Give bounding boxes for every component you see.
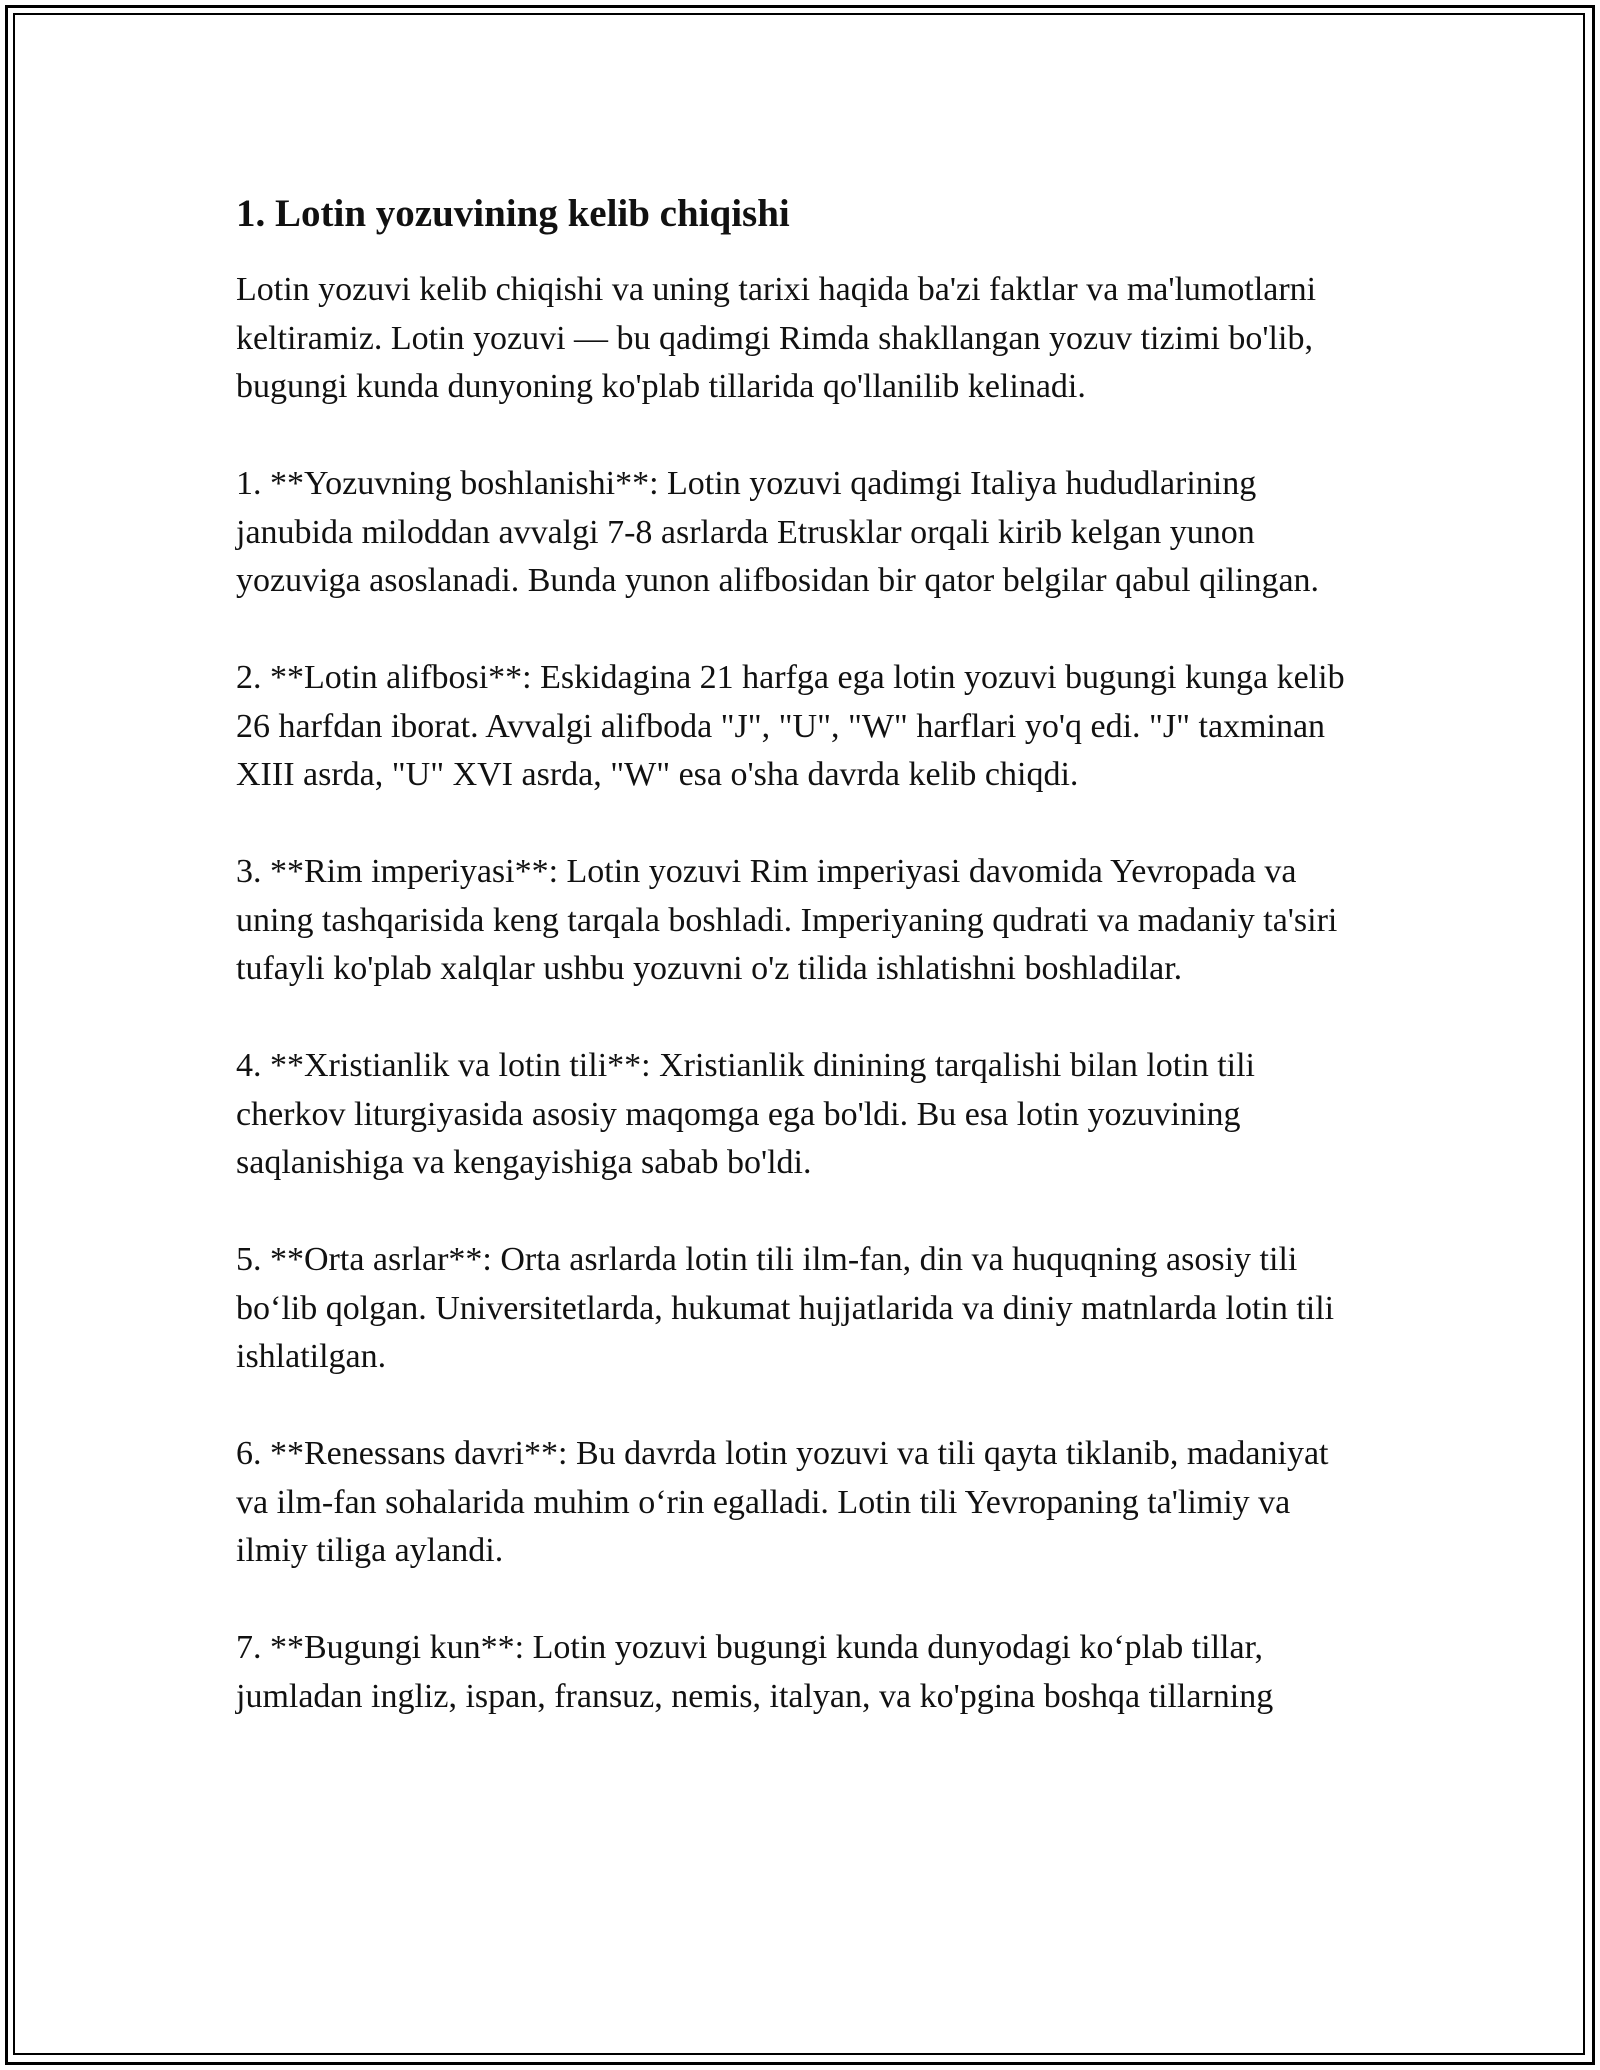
paragraph-latin-alphabet: 2. **Lotin alifbosi**: Eskidagina 21 harfga ega lotin yozuvi bugungi kunga kelib 26 harfdan iborat. Avvalgi alifboda "J", "U", "W" harflari yo'q edi. "J" taxminan XIII asrda, "U" XVI asrda, "W" esa o'sha davrda kelib chiqdi. (236, 659, 1345, 793)
paragraph-middle-ages: 5. **Orta asrlar**: Orta asrlarda lotin tili ilm-fan, din va huquqning asosiy tili bo‘lib qolgan. Universitetlarda, hukumat hujjatlarida va diniy matnlarda lotin tili ishlatilgan. (236, 1241, 1335, 1375)
paragraph-writing-origins: 1. **Yozuvning boshlanishi**: Lotin yozuvi qadimgi Italiya hududlarining janubida miloddan avvalgi 7-8 asrlarda Etrusklar orqali kirib kelgan yunon yozuviga asoslanadi. Bunda yunon alifbosidan bir qator belgilar qabul qilingan. (236, 465, 1320, 599)
paragraph-today: 7. **Bugungi kun**: Lotin yozuvi bugungi kunda dunyodagi ko‘plab tillar, jumladan ingliz, ispan, fransuz, nemis, italyan, va ko'pgina boshqa tillarning (236, 1629, 1274, 1715)
paragraph-christianity: 4. **Xristianlik va lotin tili**: Xristianlik dinining tarqalishi bilan lotin tili cherkov liturgiyasida asosiy maqomga ega bo'ldi. Bu esa lotin yozuvining saqlanishiga va kengayishiga sabab bo'ldi. (236, 1047, 1255, 1181)
document-title: 1. Lotin yozuvining kelib chiqishi (236, 192, 790, 235)
paragraph-roman-empire: 3. **Rim imperiyasi**: Lotin yozuvi Rim imperiyasi davomida Yevropada va uning tashqarisida keng tarqala boshladi. Imperiyaning qudrati va madaniy ta'siri tufayli ko'plab xalqlar ushbu yozuvni o'z tilida ishlatishni boshladilar. (236, 853, 1338, 987)
intro-paragraph: Lotin yozuvi kelib chiqishi va uning tarixi haqida ba'zi faktlar va ma'lumotlarni keltiramiz. Lotin yozuvi — bu qadimgi Rimda shakllangan yozuv tizimi bo'lib, bugungi kunda dunyoning ko'plab tillarida qo'llanilib kelinadi. (236, 271, 1317, 405)
paragraph-renaissance: 6. **Renessans davri**: Bu davrda lotin yozuvi va tili qayta tiklanib, madaniyat va ilm-fan sohalarida muhim o‘rin egalladi. Lotin tili Yevropaning ta'limiy va ilmiy tiliga aylandi. (236, 1435, 1329, 1569)
document-body (236, 188, 1366, 1721)
